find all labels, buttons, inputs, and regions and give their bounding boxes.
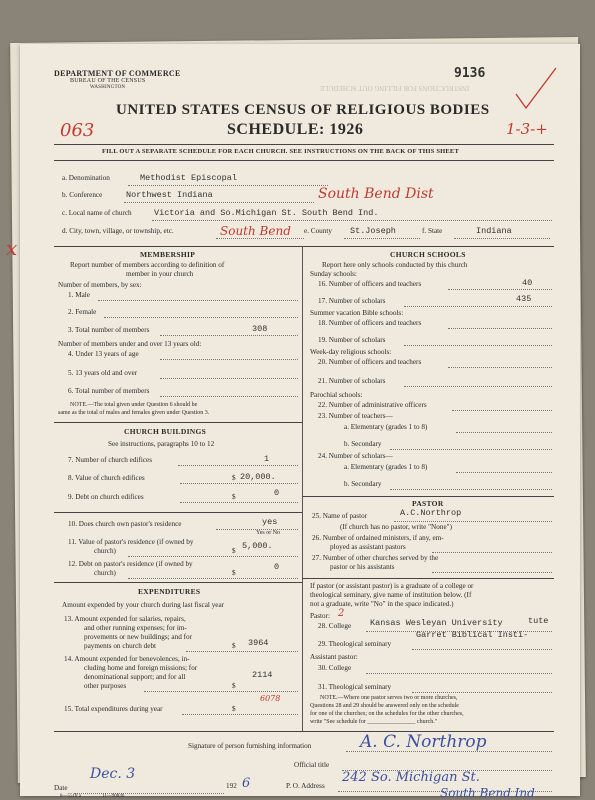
q31-seminary: 31. Theological seminary	[318, 683, 392, 691]
po-address-label: P. O. Address	[286, 782, 325, 790]
assistant-pastor-label: Assistant pastor:	[310, 653, 358, 661]
schedule-title: SCHEDULE: 1926	[227, 121, 364, 138]
pastor-mark: 2	[338, 608, 345, 619]
q21-scholars: 21. Number of scholars	[318, 377, 386, 385]
q11-cont: church)	[94, 547, 116, 555]
q10-value: yes	[262, 517, 278, 527]
q19-scholars: 19. Number of scholars	[318, 336, 386, 344]
schools-instruction: Report here only schools conducted by this church	[322, 261, 468, 269]
q28-value: Kansas Wesleyan University	[370, 618, 503, 628]
q7-value: 1	[264, 454, 270, 464]
q23a-elementary: a. Elementary (grades 1 to 8)	[344, 423, 428, 431]
dollar-sign: $	[232, 569, 236, 577]
sunday-label: Sunday schools:	[310, 270, 357, 278]
pastor-note-3: for one of the churches; on the schedules for the other churches,	[310, 711, 464, 717]
q14-benevolences: 14. Amount expended for benevolences, in-	[64, 655, 190, 663]
bureau: BUREAU OF THE CENSUS	[70, 78, 146, 84]
q24b-secondary: b. Secondary	[344, 480, 382, 488]
date-value: Dec. 3	[90, 766, 136, 782]
by-sex-label: Number of members, by sex:	[58, 281, 142, 289]
bleed-through-text: INSTRUCTIONS FOR FILLING OUT SCHEDULE	[320, 84, 470, 92]
q25-value: A.C.Northrop	[400, 508, 462, 518]
dollar-sign: $	[232, 474, 236, 482]
signature-label: Signature of person furnishing information	[188, 742, 312, 750]
red-handwritten-date: 1-3-+	[506, 120, 548, 138]
q15-total: 15. Total expenditures during year	[64, 705, 163, 713]
pastor-heading: PASTOR	[412, 499, 444, 508]
pastor-label: Pastor:	[310, 612, 330, 620]
signature: A. C. Northrop	[360, 732, 487, 752]
membership-instruction-2: member in your church	[126, 270, 194, 278]
department: DEPARTMENT OF COMMERCE	[54, 69, 181, 78]
q13-line-c: provements or new buildings; and for	[84, 633, 192, 641]
q26-cont: ployed as assistant pastors	[330, 543, 406, 551]
district-handwritten: South Bend Dist	[318, 186, 434, 202]
census-schedule-sheet	[6, 44, 580, 800]
instruction-bar: FILL OUT A SEPARATE SCHEDULE FOR EACH CHURCH. SEE INSTRUCTIONS ON THE BACK OF THIS SHEET	[102, 148, 460, 155]
conference-value: Northwest Indiana	[126, 190, 213, 200]
q14-line-b: cluding home and foreign missions; for	[84, 664, 198, 672]
dollar-sign: $	[232, 547, 236, 555]
q27-other-churches: 27. Number of other churches served by the	[312, 554, 439, 562]
red-margin-mark: x	[6, 236, 18, 260]
q6-total: 6. Total number of members	[68, 387, 150, 395]
county-label: e. County	[304, 227, 332, 235]
membership-note: NOTE.—The total given under Question 6 should be	[70, 402, 198, 408]
q8-value-edifices: 8. Value of church edifices	[68, 474, 145, 482]
q13-value: 3964	[248, 638, 269, 648]
graduate-instruction-3: not a graduate, write "No" in the space indicated.)	[310, 600, 454, 608]
q7-edifices: 7. Number of church edifices	[68, 456, 153, 464]
denomination-value: Methodist Episcopal	[140, 173, 237, 183]
q14-line-c: denominational support; and for all	[84, 673, 186, 681]
q10-owns-residence: 10. Does church own pastor's residence	[68, 520, 182, 528]
print-number: 11—9084b	[102, 794, 125, 799]
age-label: Number of members under and over 13 years old:	[58, 340, 202, 348]
q17-value: 435	[516, 294, 532, 304]
red-handwritten-code: 063	[60, 120, 95, 141]
membership-heading: MEMBERSHIP	[140, 250, 196, 259]
pastor-note: NOTE.—Where one pastor serves two or more churches,	[320, 695, 458, 701]
q3-value: 308	[252, 324, 268, 334]
q29-value-cont: tute	[528, 616, 549, 626]
dollar-sign: $	[232, 705, 236, 713]
q4-under-13: 4. Under 13 years of age	[68, 350, 139, 358]
year-prefix: 192	[226, 782, 237, 790]
q22-admin: 22. Number of administrative officers	[318, 401, 427, 409]
q3-total-members: 3. Total number of members	[68, 326, 150, 334]
pastor-note-4: write "See schedule for ________________ church."	[310, 719, 438, 725]
membership-instruction: Report number of members according to definition of	[70, 261, 225, 269]
q29-seminary: 29. Theological seminary	[318, 640, 392, 648]
q9-debt-edifices: 9. Debt on church edifices	[68, 493, 144, 501]
city: WASHINGTON	[90, 85, 126, 90]
city-value: South Bend	[220, 224, 291, 238]
q27-cont: pastor or his assistants	[330, 563, 395, 571]
dollar-sign: $	[232, 642, 236, 650]
q9-value: 0	[274, 488, 280, 498]
pastor-note-2: Questions 28 and 29 should be answered only on the schedule	[310, 703, 459, 709]
q14-value: 2114	[252, 670, 273, 680]
q11-value: 5,000.	[242, 541, 273, 551]
q13-line-b: and other running expenses; for im-	[84, 624, 187, 632]
red-check-mark	[510, 64, 560, 114]
q28-college: 28. College	[318, 622, 352, 630]
membership-note-2: same as the total of males and females given under Question 3.	[58, 410, 210, 416]
church-name-value: Victoria and So.Michigan St. South Bend Ind.	[154, 208, 379, 218]
q26-assistants: 26. Number of ordained ministers, if any, em-	[312, 534, 444, 542]
dollar-sign: $	[232, 682, 236, 690]
buildings-heading: CHURCH BUILDINGS	[124, 427, 207, 436]
q16-value: 40	[522, 278, 533, 288]
q5-over-13: 5. 13 years old and over	[68, 369, 138, 377]
date-label: Date	[54, 784, 68, 792]
schools-heading: CHURCH SCHOOLS	[390, 250, 466, 259]
q8-value: 20,000.	[240, 472, 276, 482]
graduate-instruction-2: theological seminary, give name of institution below. (If	[310, 591, 472, 599]
form-title: UNITED STATES CENSUS OF RELIGIOUS BODIES	[116, 102, 490, 118]
state-value: Indiana	[476, 226, 512, 236]
q15-value: 6078	[260, 694, 281, 703]
q30-college: 30. College	[318, 664, 352, 672]
parochial-label: Parochial schools:	[310, 391, 363, 399]
buildings-instruction: See instructions, paragraphs 10 to 12	[108, 440, 215, 448]
q29-value: Garret Biblical Insti-	[416, 630, 529, 640]
q24a-elementary: a. Elementary (grades 1 to 8)	[344, 463, 428, 471]
official-title-label: Official title	[294, 761, 330, 769]
q14-line-d: other purposes	[84, 682, 127, 690]
q12-value: 0	[274, 562, 280, 572]
q20-officers: 20. Number of officers and teachers	[318, 358, 422, 366]
weekday-label: Week-day religious schools:	[310, 348, 392, 356]
q23b-secondary: b. Secondary	[344, 440, 382, 448]
q12-cont: church)	[94, 569, 116, 577]
expenditures-instruction: Amount expended by your church during last fiscal year	[62, 601, 225, 609]
q13-line-d: payments on church debt	[84, 642, 157, 650]
graduate-instruction: If pastor (or assistant pastor) is a graduate of a college or	[310, 582, 474, 590]
po-address-value: 242 So. Michigan St.	[342, 770, 480, 785]
conference-label: b. Conference	[62, 191, 103, 199]
stamp-number: 9136	[454, 66, 486, 81]
q17-scholars: 17. Number of scholars	[318, 297, 386, 305]
q18-officers: 18. Number of officers and teachers	[318, 319, 422, 327]
expenditures-heading: EXPENDITURES	[138, 587, 201, 596]
q13-running-expenses: 13. Amount expended for salaries, repairs,	[64, 615, 186, 623]
q16-officers: 16. Number of officers and teachers	[318, 280, 422, 288]
yes-no-hint: Yes or No	[256, 530, 281, 536]
county-value: St.Joseph	[350, 226, 396, 236]
city-label: d. City, town, village, or township, etc.	[62, 227, 174, 235]
year-digit: 6	[242, 776, 251, 791]
q12-debt-residence: 12. Debt on pastor's residence (if owned by	[68, 560, 193, 568]
q2-female: 2. Female	[68, 308, 97, 316]
q11-value-residence: 11. Value of pastor's residence (if owned by	[68, 538, 194, 546]
q1-male: 1. Male	[68, 291, 90, 299]
dollar-sign: $	[232, 493, 236, 501]
q25-pastor-name: 25. Name of pastor	[312, 512, 368, 520]
q24-scholars: 24. Number of scholars—	[318, 452, 393, 460]
q23-teachers: 23. Number of teachers—	[318, 412, 393, 420]
church-name-label: c. Local name of church	[62, 209, 132, 217]
q25-note: (If church has no pastor, write "None")	[340, 523, 452, 531]
form-number: 8—5518 a	[60, 794, 81, 799]
summer-label: Summer vacation Bible schools:	[310, 309, 404, 317]
denomination-label: a. Denomination	[62, 174, 110, 182]
po-address-value-2: South Bend Ind	[440, 786, 535, 800]
state-label: f. State	[422, 227, 443, 235]
